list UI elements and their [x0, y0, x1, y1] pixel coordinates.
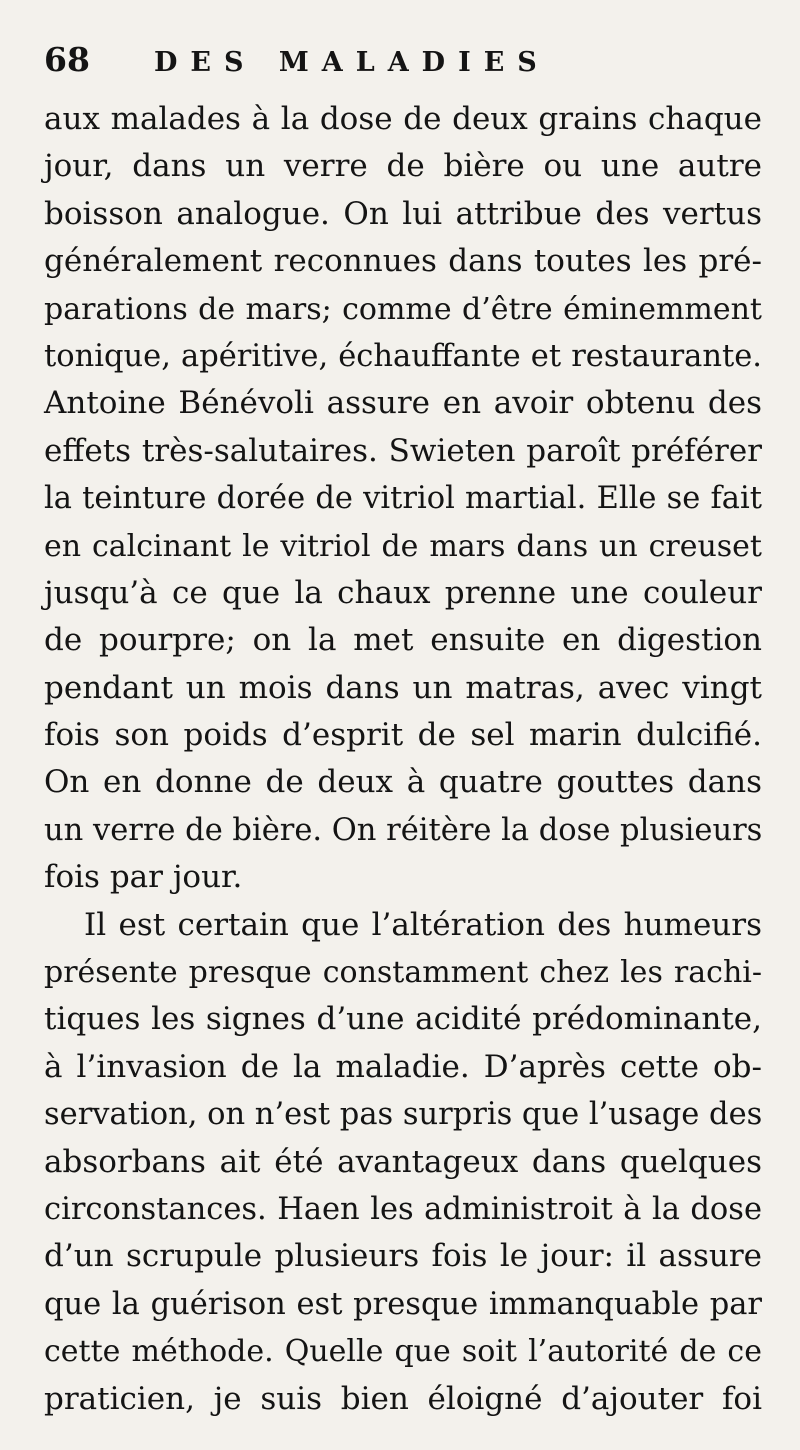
text-line: cette méthode. Quelle que soit l’autorité de ce: [44, 1334, 762, 1370]
text-line: que la guérison est presque immanquable par: [44, 1286, 762, 1322]
text-line: Il est certain que l’altération des humeurs: [84, 906, 762, 943]
text-line: d’un scrupule plusieurs fois le jour: il assure: [44, 1238, 762, 1275]
text-line: la teinture dorée de vitriol martial. Elle se fait: [44, 481, 762, 517]
body-text: [44, 96, 762, 1423]
paragraph-1: [44, 96, 762, 902]
text-line: à l’invasion de la maladie. D’après cette ob-: [44, 1048, 762, 1085]
text-line: absorbans ait été avantageux dans quelques: [44, 1143, 762, 1180]
text-line: fois son poids d’esprit de sel marin dulcifié.: [44, 717, 762, 754]
running-title: DES MALADIES: [154, 47, 550, 78]
text-line: effets très-salutaires. Swieten paroît préférer: [44, 432, 762, 469]
text-line: pendant un mois dans un matras, avec vingt: [44, 669, 762, 706]
text-line: généralement reconnues dans toutes les pré-: [44, 243, 762, 280]
text-line: parations de mars; comme d’être éminemment: [44, 291, 762, 327]
text-line: Antoine Bénévoli assure en avoir obtenu des: [44, 385, 762, 422]
page-number: 68: [44, 40, 90, 79]
paragraph-2: [44, 902, 762, 1423]
text-line: circonstances. Haen les administroit à la dose: [44, 1191, 762, 1227]
page-header: [44, 40, 762, 88]
text-line: jour, dans un verre de bière ou une autre: [44, 148, 762, 185]
text-line: aux malades à la dose de deux grains chaque: [44, 101, 762, 137]
text-line: un verre de bière. On réitère la dose plusieurs: [44, 812, 763, 848]
text-line: servation, on n’est pas surpris que l’usage des: [44, 1097, 763, 1133]
text-line: On en donne de deux à quatre gouttes dans: [44, 764, 762, 801]
text-line: présente presque constamment chez les rachi-: [44, 955, 762, 991]
text-line: praticien, je suis bien éloigné d’ajouter foi: [44, 1380, 762, 1417]
text-line: en calcinant le vitriol de mars dans un creuset: [44, 528, 762, 564]
text-line: fois par jour.: [44, 859, 243, 896]
text-line: boisson analogue. On lui attribue des vertus: [44, 195, 762, 232]
text-line: tiques les signes d’une acidité prédominante,: [44, 1001, 762, 1038]
text-line: jusqu’à ce que la chaux prenne une couleur: [44, 574, 762, 611]
text-line: tonique, apéritive, échauffante et restaurante.: [44, 338, 762, 374]
text-line: de pourpre; on la met ensuite en digestion: [44, 622, 762, 659]
